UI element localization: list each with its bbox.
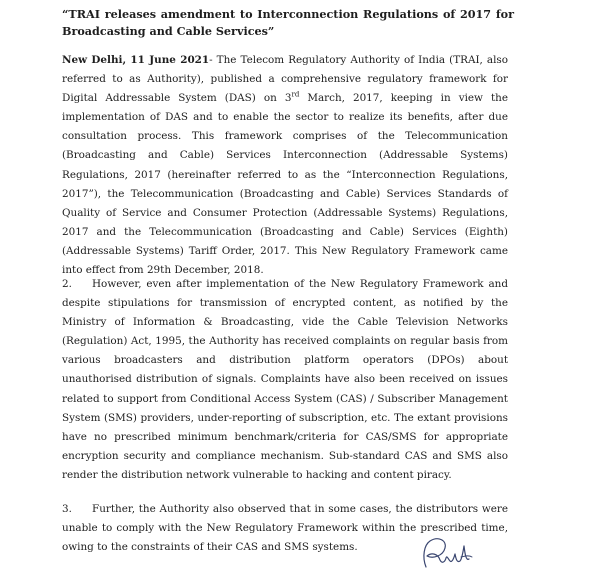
paragraph-3-number: 3. (62, 503, 72, 515)
paragraph-2-text: However, even after implementation of the New Regulatory Framework and despite stipulations for transmission of encrypted content, as notified by the Ministry of Information & Broadcasting, vide the Cable Television Networks (Regulation) Act, 1995, the Authority has received complaints on regular basis from various broadcasters and distribution platform operators (DPOs) about unauthorised distribution of signals. Complaints have also been received on issues related to support from Conditional Access System (CAS) / Subscriber Management System (SMS) providers, under-reporting of subscription, etc. The extant provisions have no prescribed minimum benchmark/criteria for CAS/SMS for appropriate encryption security and compliance mechanism. Sub-standard CAS and SMS also render the distribution network vulnerable to hacking and content piracy. (62, 278, 508, 481)
press-release-title: “TRAI releases amendment to Interconnection Regulations of 2017 for Broadcasting and Cable Services” (62, 7, 514, 38)
ordinal-superscript: rd (291, 90, 300, 99)
paragraph-2 (62, 275, 508, 485)
paragraph-3-text: Further, the Authority also observed that in some cases, the distributors were unable to comply with the New Regulatory Framework within the prescribed time, owing to the constraints of their CAS and SMS systems. (62, 503, 508, 554)
paragraph-2-number: 2. (62, 278, 72, 290)
paragraph-1 (62, 51, 508, 280)
paragraph-1-text-a: - The Telecom Regulatory Authority of India (TRAI, also referred to as Authority), published a comprehensive regulatory framework for Digital Addressable System (DAS) on 3 (62, 54, 508, 105)
dateline: New Delhi, 11 June 2021 (62, 54, 210, 66)
handwritten-signature (414, 533, 474, 570)
paragraph-1-text-b: March, 2017, keeping in view the implementation of DAS and to enable the sector to realize its benefits, after due consultation process. This framework comprises of the Telecommunication (Broadcasting and Cable) Services Interconnection (Addressable Systems) Regulations, 2017 (hereinafter referred to as the “Interconnection Regulations, 2017”), the Telecommunication (Broadcasting and Cable) Services Standards of Quality of Service and Consumer Protection (Addressable Systems) Regulations, 2017 and the Telecommunication (Broadcasting and Cable) Services (Eighth) (Addressable Systems) Tariff Order, 2017. This New Regulatory Framework came into effect from 29th December, 2018. (62, 92, 508, 277)
